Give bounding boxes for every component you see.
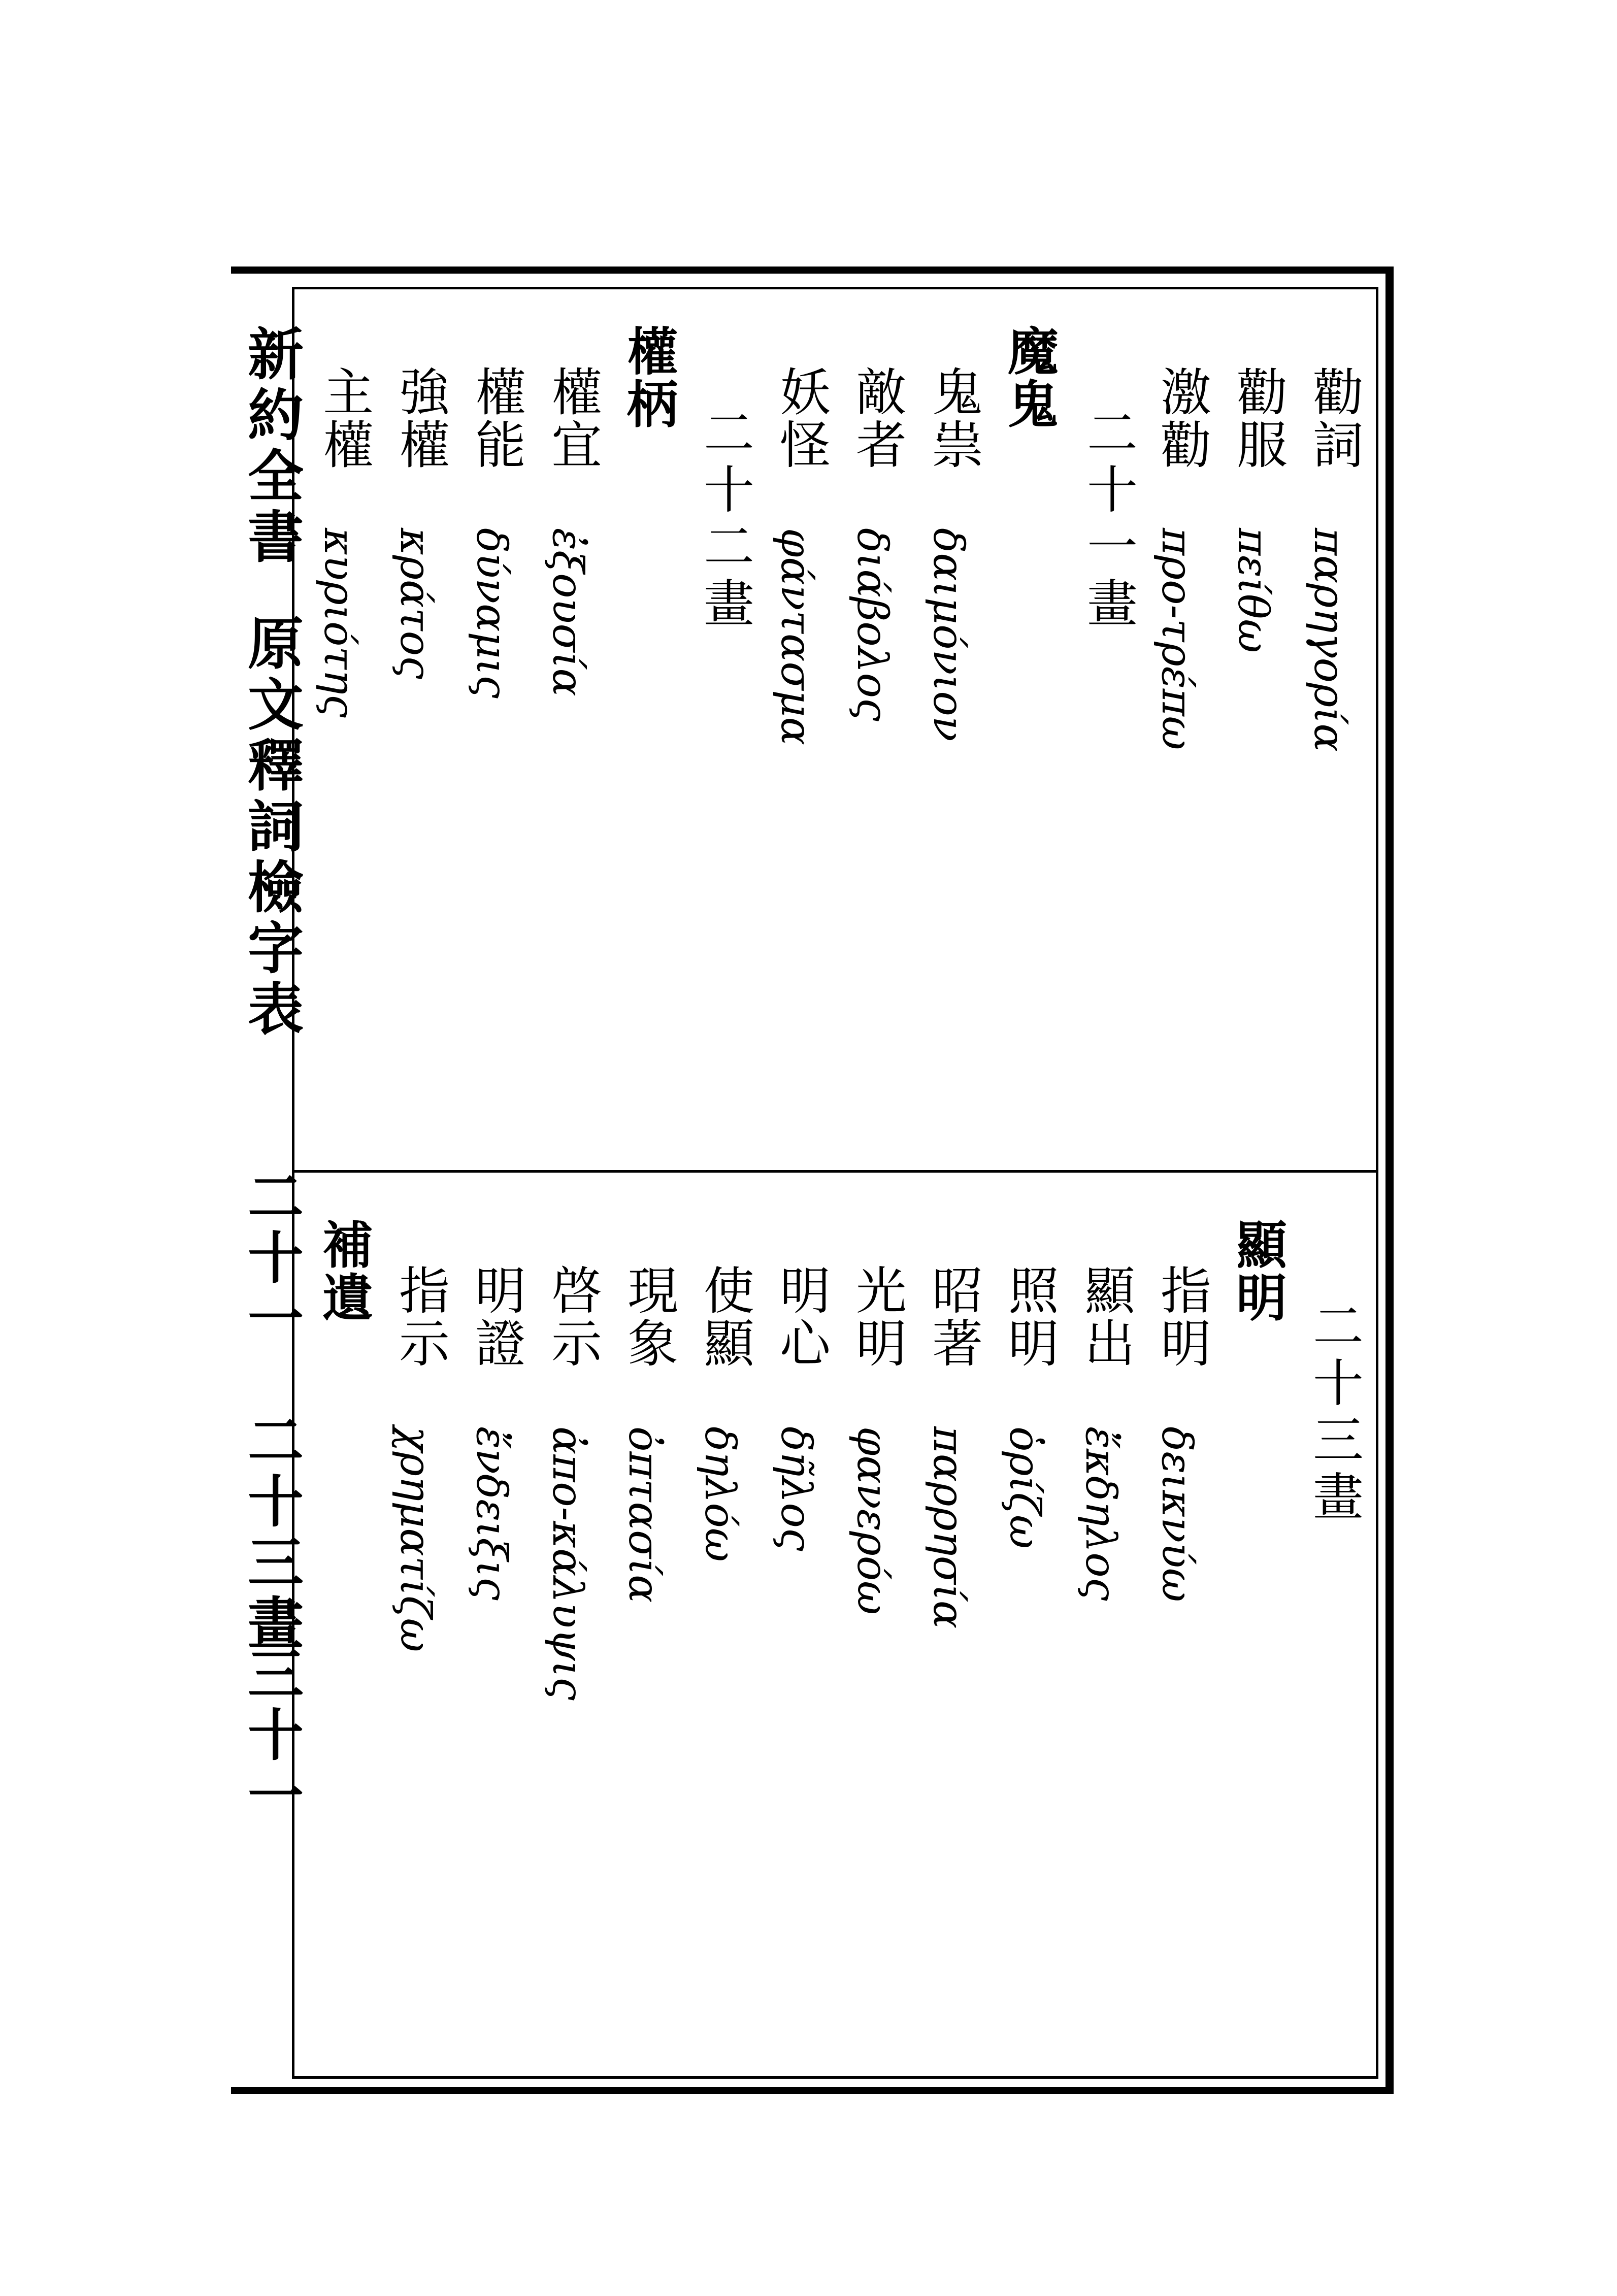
entry-greek: δαιμόνιον <box>924 528 972 742</box>
entry-term: 顯出 <box>1076 1264 1135 1370</box>
entry-term: 主權 <box>314 365 374 471</box>
entry-term: 明心 <box>771 1264 831 1370</box>
entry-greek: φάντασμα <box>772 528 820 746</box>
entry-term: 啓示 <box>543 1264 602 1370</box>
entry-term: 權能 <box>467 365 526 471</box>
entry-term: 強權 <box>390 365 450 471</box>
entry-term: 光明 <box>847 1264 907 1370</box>
entry-term: 明證 <box>467 1264 526 1370</box>
entry-term: 勸詞 <box>1304 365 1364 471</box>
group-heading: 魔鬼 <box>999 325 1059 430</box>
entry-term: 鬼祟 <box>923 365 983 471</box>
index-title: 原文釋詞檢字表 <box>239 614 304 1041</box>
entry-greek: ὀπτασία <box>619 1426 668 1603</box>
entry-greek: ἔκδηλος <box>1076 1426 1125 1601</box>
entry-greek: χρηματίζω <box>391 1426 439 1652</box>
entry-greek: πείθω <box>1229 528 1277 653</box>
entry-term: 昭著 <box>923 1264 983 1370</box>
inner-frame <box>292 287 1378 2079</box>
stroke-range: 二十一 二十三畫 <box>239 1168 304 1655</box>
entry-greek: δηλόω <box>696 1426 744 1562</box>
section-heading-23: 二十三畫 <box>1304 1300 1364 1527</box>
group-heading: 權柄 <box>618 325 678 430</box>
entry-greek: κράτος <box>391 528 439 680</box>
entry-greek: φανερόω <box>848 1426 896 1615</box>
entry-greek: δεικνύω <box>1152 1426 1201 1602</box>
entry-term: 敵者 <box>847 365 907 471</box>
entry-greek: κυριότης <box>315 528 363 718</box>
entry-term: 指明 <box>1152 1264 1211 1370</box>
group-heading: 顯明 <box>1228 1218 1288 1324</box>
entry-term: 現象 <box>619 1264 678 1370</box>
entry-term: 照明 <box>1000 1264 1059 1370</box>
entry-greek: ἐξουσία <box>543 528 591 696</box>
section-divider <box>292 1170 1378 1173</box>
entry-greek: παρρησία <box>924 1426 972 1629</box>
entry-greek: παρηγορία <box>1305 528 1353 752</box>
section-heading-22: 二十二畫 <box>695 406 754 634</box>
entry-greek: δύναμις <box>467 528 515 698</box>
entry-term: 使顯 <box>695 1264 754 1370</box>
entry-term: 激勸 <box>1152 365 1211 471</box>
entry-greek: διάβολος <box>848 528 896 721</box>
entry-greek: ἀπο-κάλυψις <box>543 1426 591 1701</box>
section-heading-21: 二十一畫 <box>1078 406 1138 634</box>
supplement-heading: 補遺 <box>314 1218 374 1324</box>
entry-greek: δῆλος <box>772 1426 820 1551</box>
entry-greek: προ-τρέπω <box>1152 528 1201 750</box>
entry-term: 權宜 <box>543 365 602 471</box>
page-number: 三十一 <box>239 1645 304 1827</box>
book-title: 新約全書 <box>239 325 304 569</box>
entry-greek: ὁρίζω <box>1000 1426 1048 1549</box>
entry-greek: ἔνδειξις <box>467 1426 515 1601</box>
entry-term: 指示 <box>390 1264 450 1370</box>
entry-term: 勸服 <box>1228 365 1288 471</box>
entry-term: 妖怪 <box>771 365 831 471</box>
